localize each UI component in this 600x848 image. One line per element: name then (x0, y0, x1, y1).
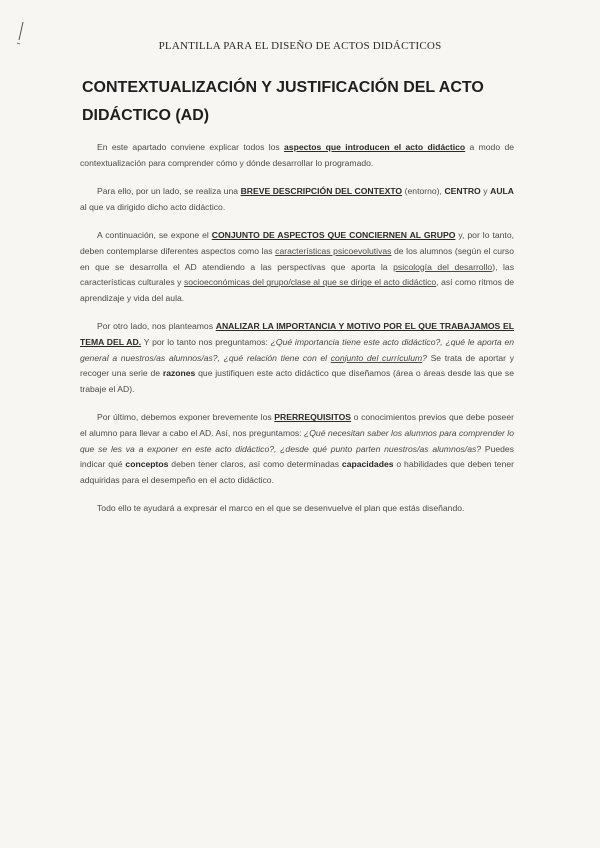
italic-text: ¿Qué importancia tiene este acto didáctico?, ¿qué le aporta en general a nuestros/as alumnos/as?, ¿qué relación tiene con el (80, 336, 514, 363)
text: Para ello, por un lado, se realiza una (97, 186, 241, 197)
page-title: CONTEXTUALIZACIÓN Y JUSTIFICACIÓN DEL ACTO DIDÁCTICO (AD) (82, 79, 484, 124)
text: Por último, debemos exponer brevemente los (97, 412, 275, 423)
text: al que va dirigido dicho acto didáctico. (80, 201, 226, 212)
text: Por otro lado, nos planteamos (97, 321, 216, 332)
text: o conocimientos previos que debe poseer el alumno para llevar a cabo el AD. Así, nos preguntamos: (80, 412, 514, 438)
emphasis: capacidades (341, 459, 394, 470)
text: (entorno), (402, 186, 445, 197)
paragraph-3 (80, 228, 514, 306)
emphasis: AULA (490, 186, 514, 197)
emphasis: razones (162, 368, 196, 379)
paragraph-5 (80, 410, 514, 488)
emphasis: CONJUNTO DE ASPECTOS QUE CONCIERNEN AL GRUPO (211, 230, 456, 241)
text: , así como ritmos de aprendizaje y vida del aula. (80, 277, 514, 303)
text: ), las características culturales y (80, 261, 515, 288)
text: Se trata de aportar y recoger una serie de (80, 352, 514, 379)
italic-text: ¿Qué necesitan saber los alumnos para comprender lo que se les va a exponer en este acto didáctico?, ¿desde qué punto parten nuestros/as alumnos/as? (80, 427, 514, 454)
text: Todo ello te ayudará a expresar el marco en el que se desenvuelve el plan que estás diseñando. (97, 503, 465, 514)
italic-text: conjunto del currículum (330, 352, 423, 363)
page-header: PLANTILLA PARA EL DISEÑO DE ACTOS DIDÁCTICOS (158, 40, 442, 52)
text: o habilidades que deben tener adquiridas para el desempeño en el acto didáctico. (80, 459, 514, 485)
emphasis: BREVE DESCRIPCIÓN DEL CONTEXTO (240, 186, 403, 197)
text: y (480, 186, 491, 197)
text: deben tener claros, así como determinadas (168, 459, 342, 470)
emphasis: conceptos (125, 459, 169, 470)
text: a modo de contextualización para comprender cómo y dónde desarrollar lo programado. (80, 142, 514, 168)
emphasis: ANALIZAR LA IMPORTANCIA Y MOTIVO POR EL QUE TRABAJAMOS EL TEMA DEL AD. (80, 321, 514, 347)
underlined-text: socioeconómicas del grupo/clase al que se dirige el acto didáctico (183, 277, 437, 288)
text: Puedes indicar qué (80, 443, 514, 470)
text: que justifiquen este acto didáctico que diseñamos (área o áreas desde las que se trabaje el AD). (80, 368, 514, 394)
text: y, por lo tanto, deben contemplarse diferentes aspectos como las (80, 230, 514, 256)
paragraph-2 (80, 184, 514, 215)
paragraph-4 (80, 319, 514, 397)
underlined-text: psicología del desarrollo (393, 261, 493, 272)
italic-text: ? (422, 352, 427, 363)
paragraph-1 (80, 140, 514, 171)
emphasis: PRERREQUISITOS (274, 412, 352, 423)
text: En este apartado conviene explicar todos los (97, 142, 285, 152)
document-body (80, 140, 514, 530)
text: A continuación, se expone el (97, 230, 212, 241)
text: Y por lo tanto nos preguntamos: (141, 336, 271, 347)
underlined-text: características psicoevolutivas (275, 245, 392, 256)
text: de los alumnos (según el curso en que se desarrolla el AD atendiendo a las perspectivas que aporta la (80, 245, 514, 272)
emphasis: aspectos que introducen el acto didáctico (284, 142, 466, 152)
paragraph-6 (80, 501, 514, 517)
emphasis: CENTRO (444, 186, 481, 197)
